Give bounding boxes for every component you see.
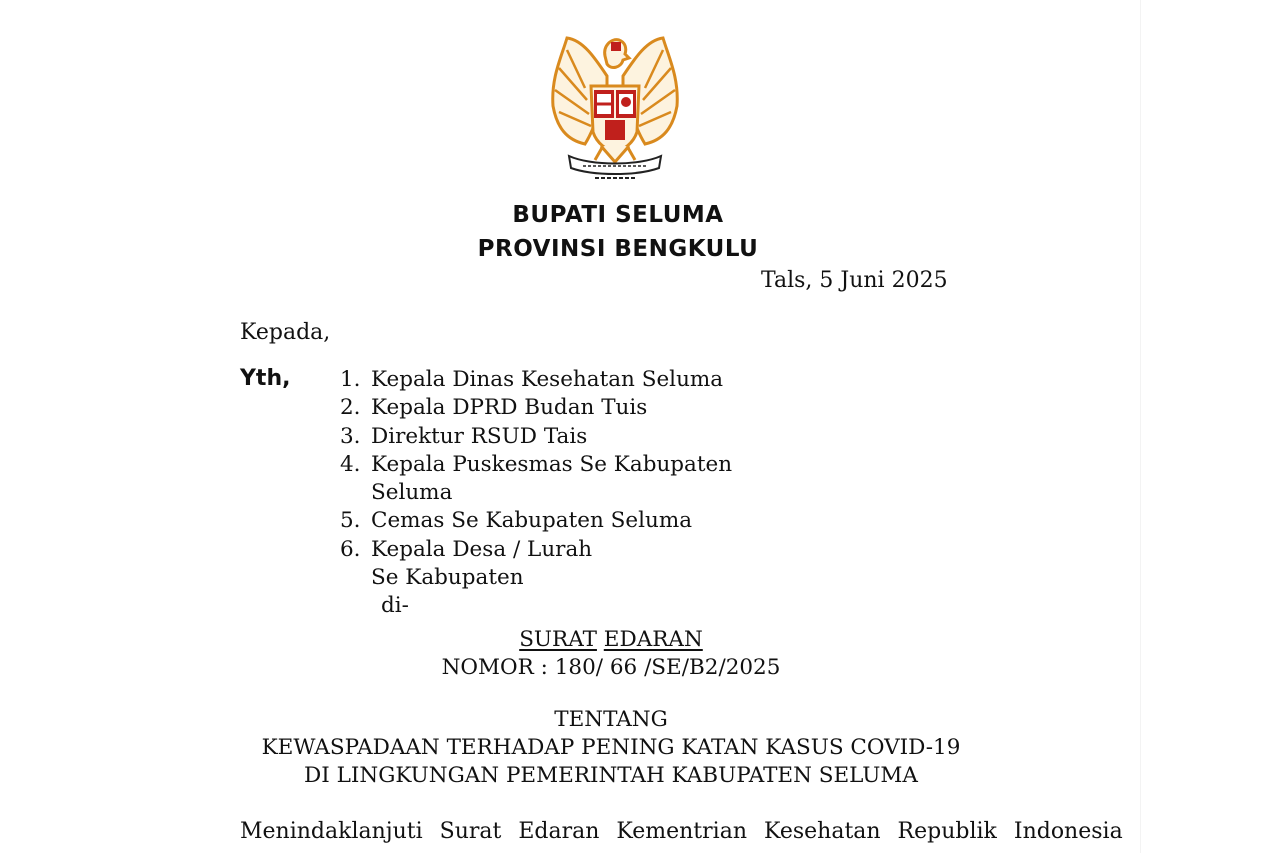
list-item [340,507,732,535]
list-item-text: Kepala DPRD Budan Tuis [371,395,648,421]
circular-number: NOMOR : 180/ 66 /SE/B2/2025 [441,655,781,680]
body-paragraph: Menindaklanjuti Surat Edaran Kementrian Kesehatan Republik Indonesia [240,819,1123,844]
yth-label: Yth, [240,366,291,391]
list-item-text: Cemas Se Kabupaten Seluma [371,508,693,534]
circular-title-word: EDARAN [603,627,703,652]
circular-title [0,627,1222,652]
garuda-emblem-icon [545,28,685,184]
list-item-number: 5. [340,508,361,534]
list-item-text: Kepala Dinas Kesehatan Seluma [371,367,724,392]
circular-title-word: SURAT [519,627,597,652]
list-item-number: 3. [340,423,361,449]
list-item-number: 4. [340,451,361,477]
salutation: Kepada, [240,320,331,345]
list-item-text-continued: Se Kabupaten [371,565,524,591]
list-item-text: Kepala Puskesmas Se Kabupaten [371,451,733,477]
dateline: Tals, 5 Juni 2025 [761,268,948,293]
subject-line: DI LINGKUNGAN PEMERINTAH KABUPATEN SELUMA [304,763,918,788]
list-item-number: 1. [340,367,361,392]
list-item-text: Direktur RSUD Tais [371,423,588,449]
scan-edge-divider [1140,0,1141,853]
list-item [340,451,732,508]
list-item [340,536,732,593]
subject-heading: TENTANG [554,707,668,732]
list-item-number: 6. [340,536,361,562]
subject-line: KEWASPADAAN TERHADAP PENING KATAN KASUS COVID-19 [261,735,961,760]
list-item [340,423,732,451]
letterhead-title: BUPATI SELUMA [512,202,724,228]
list-item-number: 2. [340,395,361,421]
list-item [340,394,732,422]
di-label: di- [381,593,409,618]
letterhead-province: PROVINSI BENGKULU [477,236,759,262]
recipient-list [340,366,732,592]
list-item-text: Kepala Desa / Lurah [371,536,593,562]
list-item-text-continued: Seluma [371,480,453,506]
list-item [340,366,732,394]
